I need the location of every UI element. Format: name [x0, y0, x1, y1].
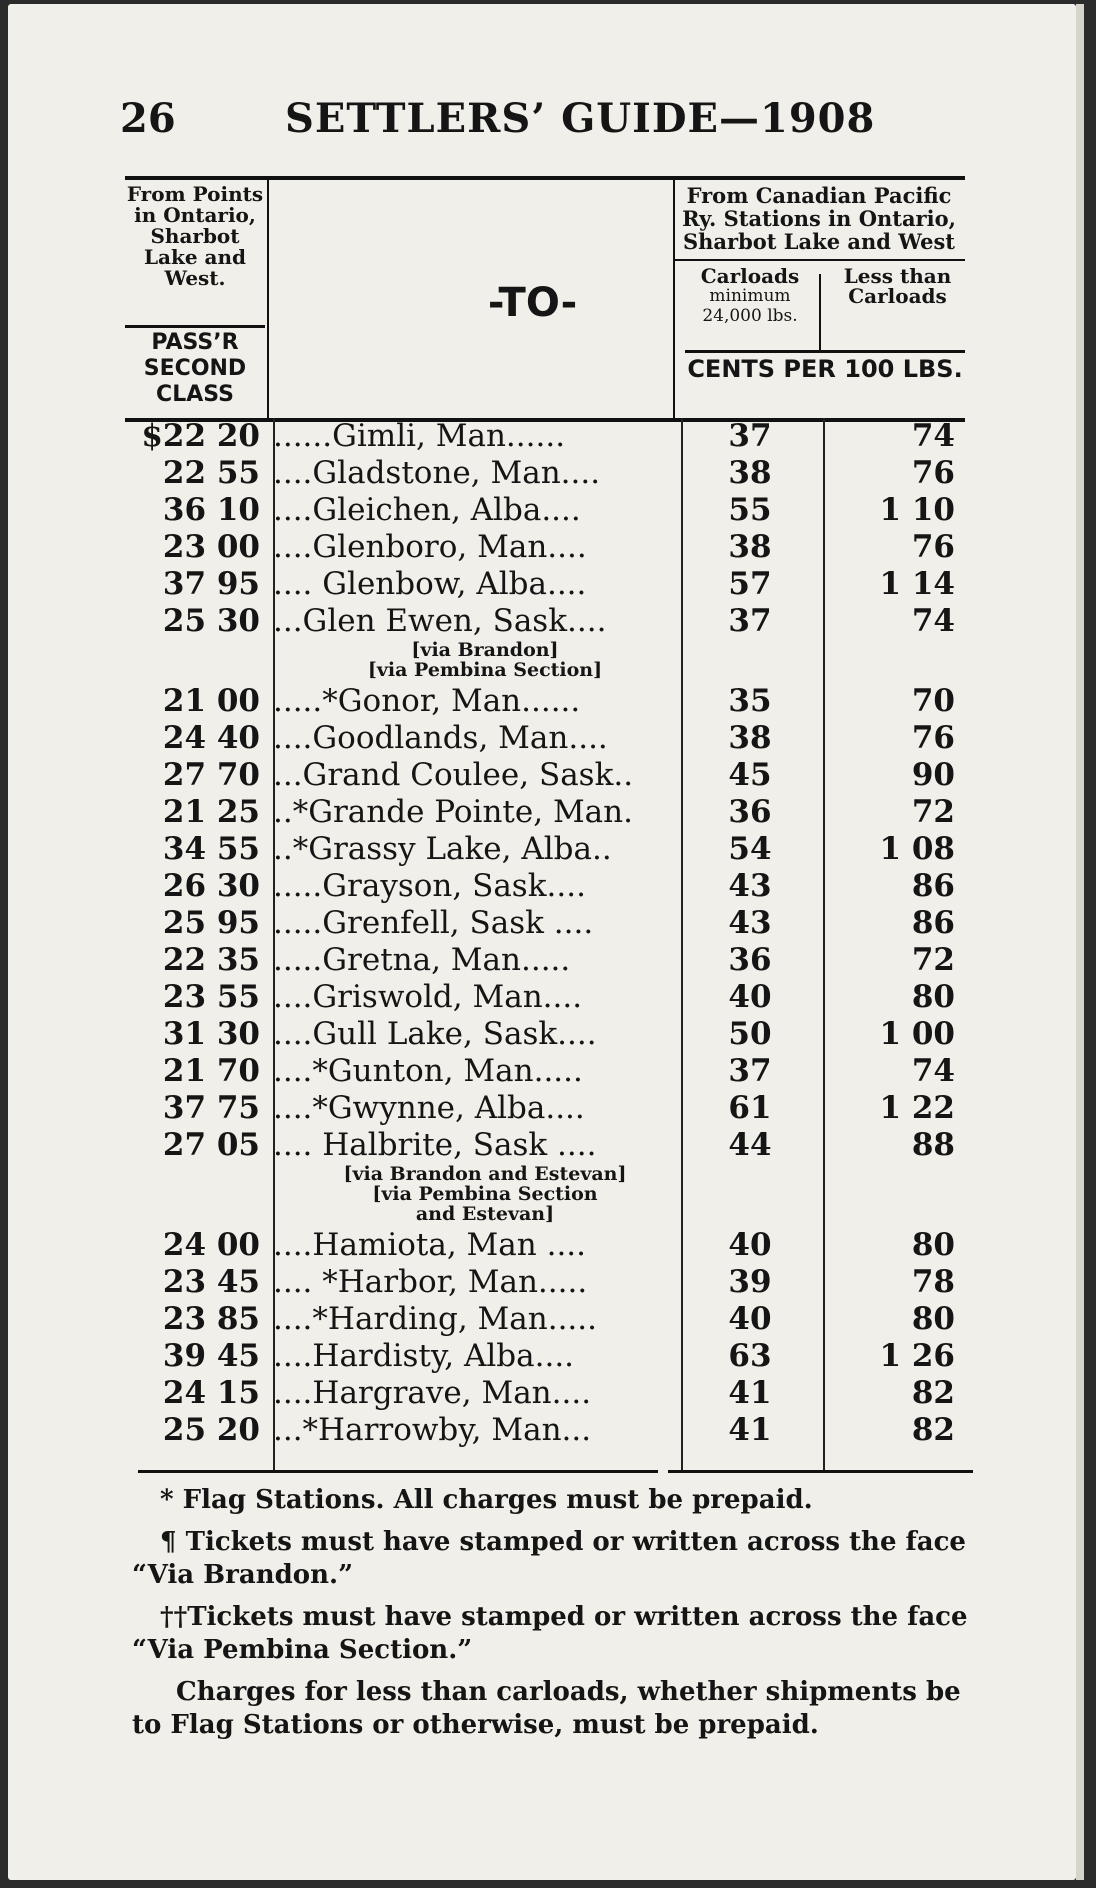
fare-cell: 24 40: [162, 720, 260, 756]
route-note: and Estevan]: [415, 1203, 555, 1225]
destination-cell: .....Grenfell, Sask ....: [273, 905, 594, 941]
carload-rate-cell: 45: [728, 757, 772, 793]
table-row: [125, 720, 965, 756]
carload-rate-cell: 37: [728, 603, 772, 639]
less-carload-rate-cell: 76: [911, 720, 955, 756]
carload-rate-cell: 35: [728, 683, 772, 719]
destination-cell: .... Halbrite, Sask ....: [273, 1127, 597, 1163]
carload-rate-cell: 43: [728, 868, 772, 904]
destination-cell: ....Hamiota, Man ....: [273, 1227, 587, 1263]
less-carload-rate-cell: 90: [911, 757, 955, 793]
less-carload-rate-cell: 78: [911, 1264, 955, 1300]
table-row: [125, 1412, 965, 1448]
fare-cell: 21 25: [162, 794, 260, 830]
carload-rate-cell: 37: [728, 418, 772, 454]
destination-cell: ....Gull Lake, Sask....: [273, 1016, 597, 1052]
route-note: [via Brandon and Estevan]: [343, 1163, 627, 1185]
destination-cell: ....Hardisty, Alba....: [273, 1338, 575, 1374]
fare-cell: 24 15: [162, 1375, 260, 1411]
less-carload-rate-cell: 1 14: [879, 566, 955, 602]
carload-rate-cell: 61: [728, 1090, 772, 1126]
fare-cell: 25 95: [162, 905, 260, 941]
less-carload-rate-cell: 82: [911, 1412, 955, 1448]
less-carload-rate-cell: 1 26: [879, 1338, 955, 1374]
destination-cell: ....Hargrave, Man....: [273, 1375, 592, 1411]
table-bottom-rule: [668, 1470, 973, 1473]
destination-cell: ..*Grande Pointe, Man.: [273, 794, 633, 830]
less-carload-rate-cell: 1 00: [879, 1016, 955, 1052]
destination-cell: ...*Harrowby, Man...: [273, 1412, 592, 1448]
page-edge: [1076, 4, 1084, 1880]
table-row: [125, 1053, 965, 1089]
less-carload-rate-cell: 72: [911, 794, 955, 830]
less-carload-rate-cell: 74: [911, 418, 955, 454]
less-carload-rate-cell: 74: [911, 1053, 955, 1089]
table-row: [125, 492, 965, 528]
carload-rate-cell: 40: [728, 1301, 772, 1337]
fare-cell: 23 00: [162, 529, 260, 565]
less-carload-rate-cell: 80: [911, 1301, 955, 1337]
carload-rate-cell: 57: [728, 566, 772, 602]
header-carloads-label: Carloads: [700, 264, 800, 288]
carload-rate-cell: 36: [728, 794, 772, 830]
destination-cell: ....Goodlands, Man....: [273, 720, 608, 756]
page-header: [120, 95, 980, 155]
destination-cell: ....*Gunton, Man.....: [273, 1053, 583, 1089]
carload-rate-cell: 37: [728, 1053, 772, 1089]
table-row: [125, 1090, 965, 1126]
less-carload-rate-cell: 76: [911, 455, 955, 491]
fare-cell: 26 30: [162, 868, 260, 904]
table-row: [125, 1301, 965, 1337]
table-bottom-rule: [138, 1470, 658, 1473]
less-carload-rate-cell: 86: [911, 905, 955, 941]
destination-cell: .... Glenbow, Alba....: [273, 566, 587, 602]
page-number: 26: [120, 95, 176, 142]
table-row: [125, 1016, 965, 1052]
footnotes: [132, 1484, 977, 1751]
table-row: [125, 868, 965, 904]
fare-cell: $22 20: [141, 418, 260, 454]
fare-cell: 39 45: [162, 1338, 260, 1374]
table-row: [125, 1338, 965, 1374]
footnote-via-pembina: ††Tickets must have stamped or written across the face “Via Pembina Section.”: [132, 1602, 968, 1665]
fare-cell: 23 45: [162, 1264, 260, 1300]
carload-rate-cell: 38: [728, 720, 772, 756]
destination-cell: ....Gleichen, Alba....: [273, 492, 581, 528]
less-carload-rate-cell: 70: [911, 683, 955, 719]
header-cents-per: CENTS PER 100 LBS.: [685, 350, 965, 383]
table-row: [125, 979, 965, 1015]
fare-cell: 22 35: [162, 942, 260, 978]
table-row: [125, 757, 965, 793]
table-row: [125, 794, 965, 830]
destination-cell: .....*Gonor, Man......: [273, 683, 581, 719]
less-carload-rate-cell: 1 08: [879, 831, 955, 867]
header-less-than-carloads: Less than Carloads: [843, 264, 952, 308]
fare-cell: 31 30: [162, 1016, 260, 1052]
table-row: [125, 529, 965, 565]
table-row: [125, 942, 965, 978]
table-row: [125, 831, 965, 867]
less-carload-rate-cell: 72: [911, 942, 955, 978]
table-row: [125, 455, 965, 491]
destination-cell: ....*Harding, Man.....: [273, 1301, 597, 1337]
header-carloads: [680, 266, 820, 326]
less-carload-rate-cell: 80: [911, 979, 955, 1015]
less-carload-rate-cell: 1 22: [879, 1090, 955, 1126]
less-carload-rate-cell: 82: [911, 1375, 955, 1411]
carload-rate-cell: 40: [728, 979, 772, 1015]
fare-cell: 22 55: [162, 455, 260, 491]
footnote-via-brandon: ¶ Tickets must have stamped or written across the face “Via Brandon.”: [132, 1527, 966, 1590]
carload-rate-cell: 36: [728, 942, 772, 978]
table-row: [125, 1264, 965, 1300]
header-to: -TO-: [487, 280, 578, 326]
destination-cell: .... *Harbor, Man.....: [273, 1264, 588, 1300]
header-carloads-min: minimum 24,000 lbs.: [702, 286, 798, 326]
footnote-prepaid: Charges for less than carloads, whether shipments be to Flag Stations or otherwise, must be prepaid.: [132, 1677, 961, 1740]
route-note: [via Pembina Section]: [367, 659, 603, 681]
destination-cell: ....Griswold, Man....: [273, 979, 583, 1015]
header-pass-second-class: PASS’R SECOND CLASS: [125, 325, 265, 408]
carload-rate-cell: 50: [728, 1016, 772, 1052]
fare-cell: 25 20: [162, 1412, 260, 1448]
destination-cell: ..*Grassy Lake, Alba..: [273, 831, 612, 867]
less-carload-rate-cell: 76: [911, 529, 955, 565]
fare-cell: 21 00: [162, 683, 260, 719]
destination-cell: .....Grayson, Sask....: [273, 868, 586, 904]
fare-cell: 34 55: [162, 831, 260, 867]
destination-cell: ...Grand Coulee, Sask..: [273, 757, 634, 793]
carload-rate-cell: 38: [728, 455, 772, 491]
carload-rate-cell: 40: [728, 1227, 772, 1263]
fare-cell: 21 70: [162, 1053, 260, 1089]
less-carload-rate-cell: 80: [911, 1227, 955, 1263]
fare-cell: 23 85: [162, 1301, 260, 1337]
destination-cell: ....Gladstone, Man....: [273, 455, 601, 491]
header-from-points: From Points in Ontario, Sharbot Lake and West.: [126, 182, 264, 290]
rate-table: [125, 418, 965, 1472]
fare-cell: 23 55: [162, 979, 260, 1015]
carload-rate-cell: 55: [728, 492, 772, 528]
fare-cell: 36 10: [162, 492, 260, 528]
fare-cell: 27 70: [162, 757, 260, 793]
fare-cell: 37 75: [162, 1090, 260, 1126]
less-carload-rate-cell: 88: [911, 1127, 955, 1163]
destination-cell: ......Gimli, Man......: [273, 418, 566, 454]
less-carload-rate-cell: 1 10: [879, 492, 955, 528]
destination-cell: ....*Gwynne, Alba....: [273, 1090, 585, 1126]
table-row: [125, 683, 965, 719]
table-row: [125, 603, 965, 639]
destination-cell: ...Glen Ewen, Sask....: [273, 603, 607, 639]
fare-cell: 27 05: [162, 1127, 260, 1163]
header-from-cpr: From Canadian Pacific Ry. Stations in Ontario, Sharbot Lake and West: [673, 184, 965, 261]
fare-cell: 24 00: [162, 1227, 260, 1263]
route-note: [via Pembina Section: [372, 1183, 598, 1205]
carload-rate-cell: 63: [728, 1338, 772, 1374]
table-row: [125, 1375, 965, 1411]
carload-rate-cell: 41: [728, 1412, 772, 1448]
carload-rate-cell: 39: [728, 1264, 772, 1300]
less-carload-rate-cell: 74: [911, 603, 955, 639]
table-row: [125, 1227, 965, 1263]
carload-rate-cell: 43: [728, 905, 772, 941]
carload-rate-cell: 38: [728, 529, 772, 565]
table-header: [125, 176, 965, 422]
destination-cell: ....Glenboro, Man....: [273, 529, 587, 565]
fare-cell: 37 95: [162, 566, 260, 602]
column-divider: [267, 180, 269, 418]
carload-rate-cell: 41: [728, 1375, 772, 1411]
destination-cell: .....Gretna, Man.....: [273, 942, 571, 978]
table-row: [125, 905, 965, 941]
table-row: [125, 1127, 965, 1163]
route-note: [via Brandon]: [411, 639, 559, 661]
fare-cell: 25 30: [162, 603, 260, 639]
footnote-flag-stations: * Flag Stations. All charges must be prepaid.: [160, 1485, 813, 1515]
less-carload-rate-cell: 86: [911, 868, 955, 904]
table-row: [125, 566, 965, 602]
carload-rate-cell: 54: [728, 831, 772, 867]
carload-rate-cell: 44: [728, 1127, 772, 1163]
table-row: [125, 418, 965, 454]
page-title: SETTLERS’ GUIDE—1908: [285, 95, 876, 142]
